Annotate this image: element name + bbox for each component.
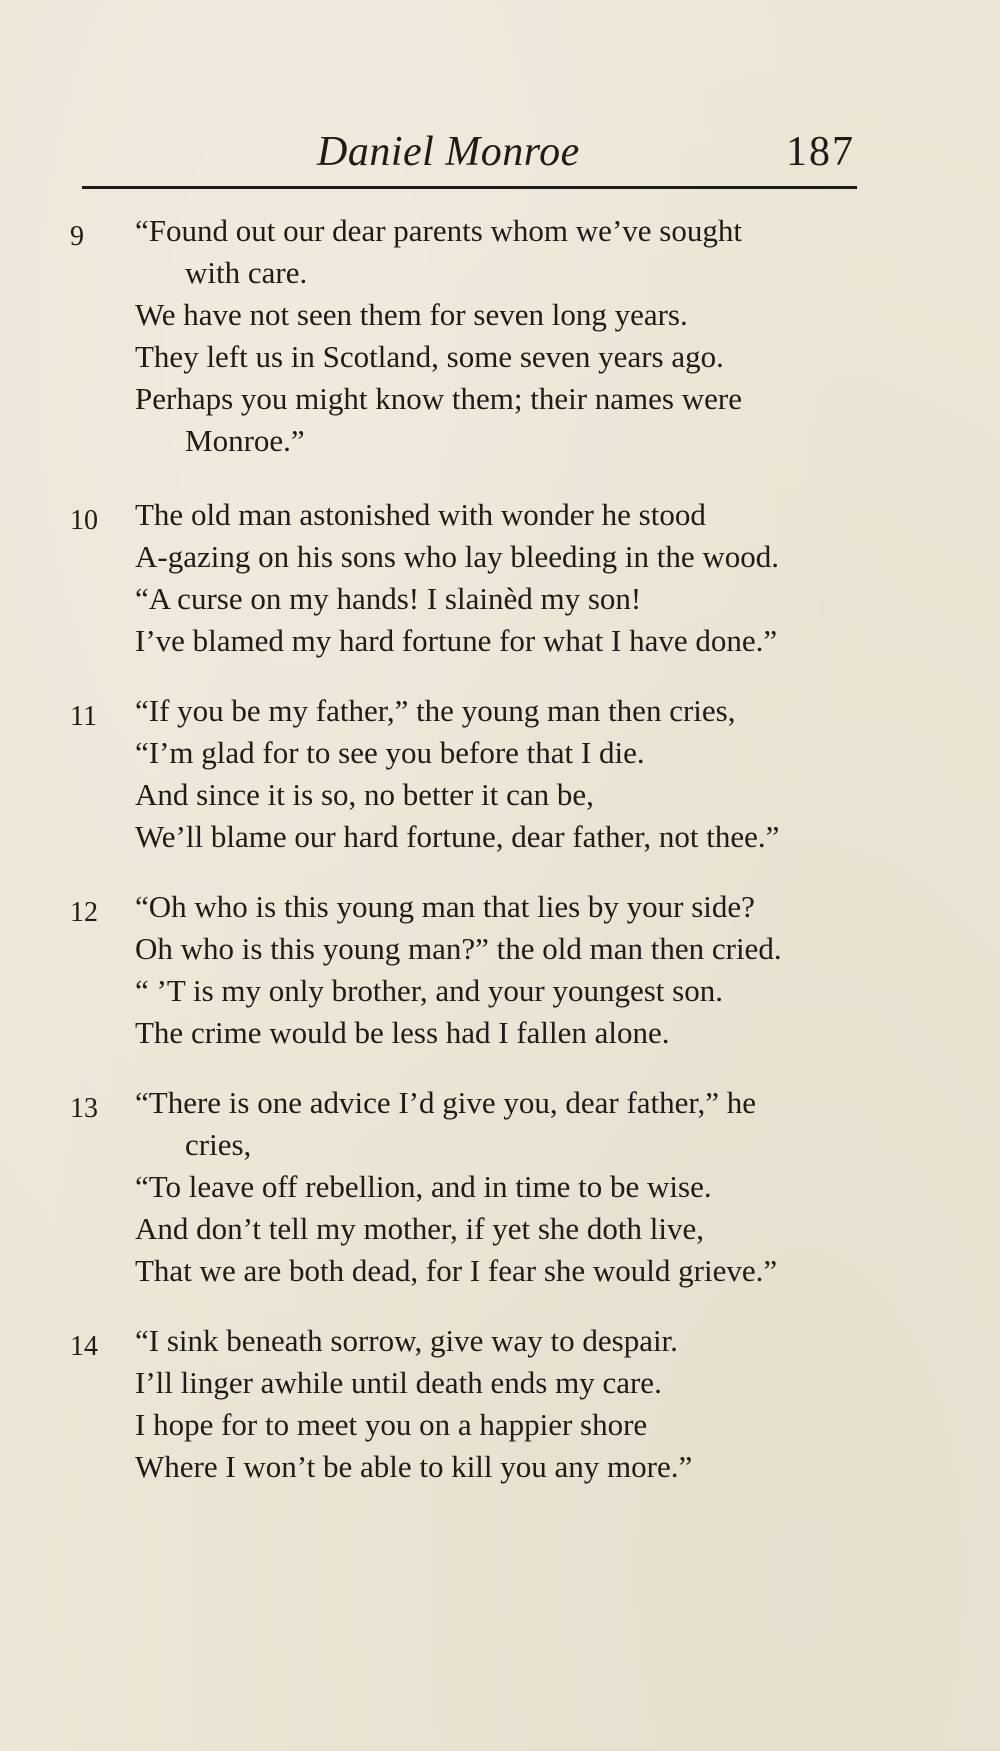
- verse-line: The crime would be less had I fallen alone.: [135, 1015, 670, 1050]
- verse-line: The old man astonished with wonder he stood: [135, 497, 706, 532]
- verse-line: with care.: [185, 255, 308, 290]
- stanza-number: 11: [70, 701, 97, 732]
- verse-line: “Found out our dear parents whom we’ve sought: [135, 213, 742, 248]
- verse-line: “I sink beneath sorrow, give way to despair.: [135, 1323, 678, 1358]
- verse-line: “I’m glad for to see you before that I die.: [135, 735, 645, 770]
- verse-line: “There is one advice I’d give you, dear father,” he: [135, 1085, 757, 1120]
- verse-line: “If you be my father,” the young man then cries,: [135, 693, 736, 728]
- verse-line: I hope for to meet you on a happier shore: [135, 1407, 648, 1442]
- stanza-number: 9: [70, 221, 84, 252]
- verse-line: Monroe.”: [185, 423, 305, 458]
- verse-line: “Oh who is this young man that lies by your side?: [135, 889, 755, 924]
- verse-line: We have not seen them for seven long years.: [135, 297, 688, 332]
- verse-line: “A curse on my hands! I slainèd my son!: [135, 581, 642, 616]
- running-head: [82, 118, 857, 188]
- verse-line: Oh who is this young man?” the old man then cried.: [135, 931, 782, 966]
- verse-line: A-gazing on his sons who lay bleeding in the wood.: [135, 539, 780, 574]
- verse-line: “To leave off rebellion, and in time to be wise.: [135, 1169, 712, 1204]
- verse-line: That we are both dead, for I fear she would grieve.”: [135, 1253, 778, 1288]
- header-rule: [82, 186, 857, 189]
- verse-line: We’ll blame our hard fortune, dear father, not thee.”: [135, 819, 780, 854]
- verse-line: cries,: [185, 1127, 252, 1162]
- verse-line: And since it is so, no better it can be,: [135, 777, 594, 812]
- verse-line: I’ve blamed my hard fortune for what I have done.”: [135, 623, 778, 658]
- verse-line: They left us in Scotland, some seven years ago.: [135, 339, 724, 374]
- running-title: Daniel Monroe: [317, 129, 580, 175]
- verse-line: And don’t tell my mother, if yet she doth live,: [135, 1211, 705, 1246]
- stanza-number: 12: [70, 897, 98, 928]
- stanza-number: 10: [70, 505, 98, 536]
- verse-line: “ ’T is my only brother, and your youngest son.: [135, 973, 723, 1008]
- stanza-number: 13: [70, 1093, 98, 1124]
- verse-line: Where I won’t be able to kill you any more.”: [135, 1449, 693, 1484]
- verse-line: I’ll linger awhile until death ends my care.: [135, 1365, 662, 1400]
- page-number: 187: [786, 129, 855, 175]
- stanza-number: 14: [70, 1331, 98, 1362]
- verse-line: Perhaps you might know them; their names were: [135, 381, 742, 416]
